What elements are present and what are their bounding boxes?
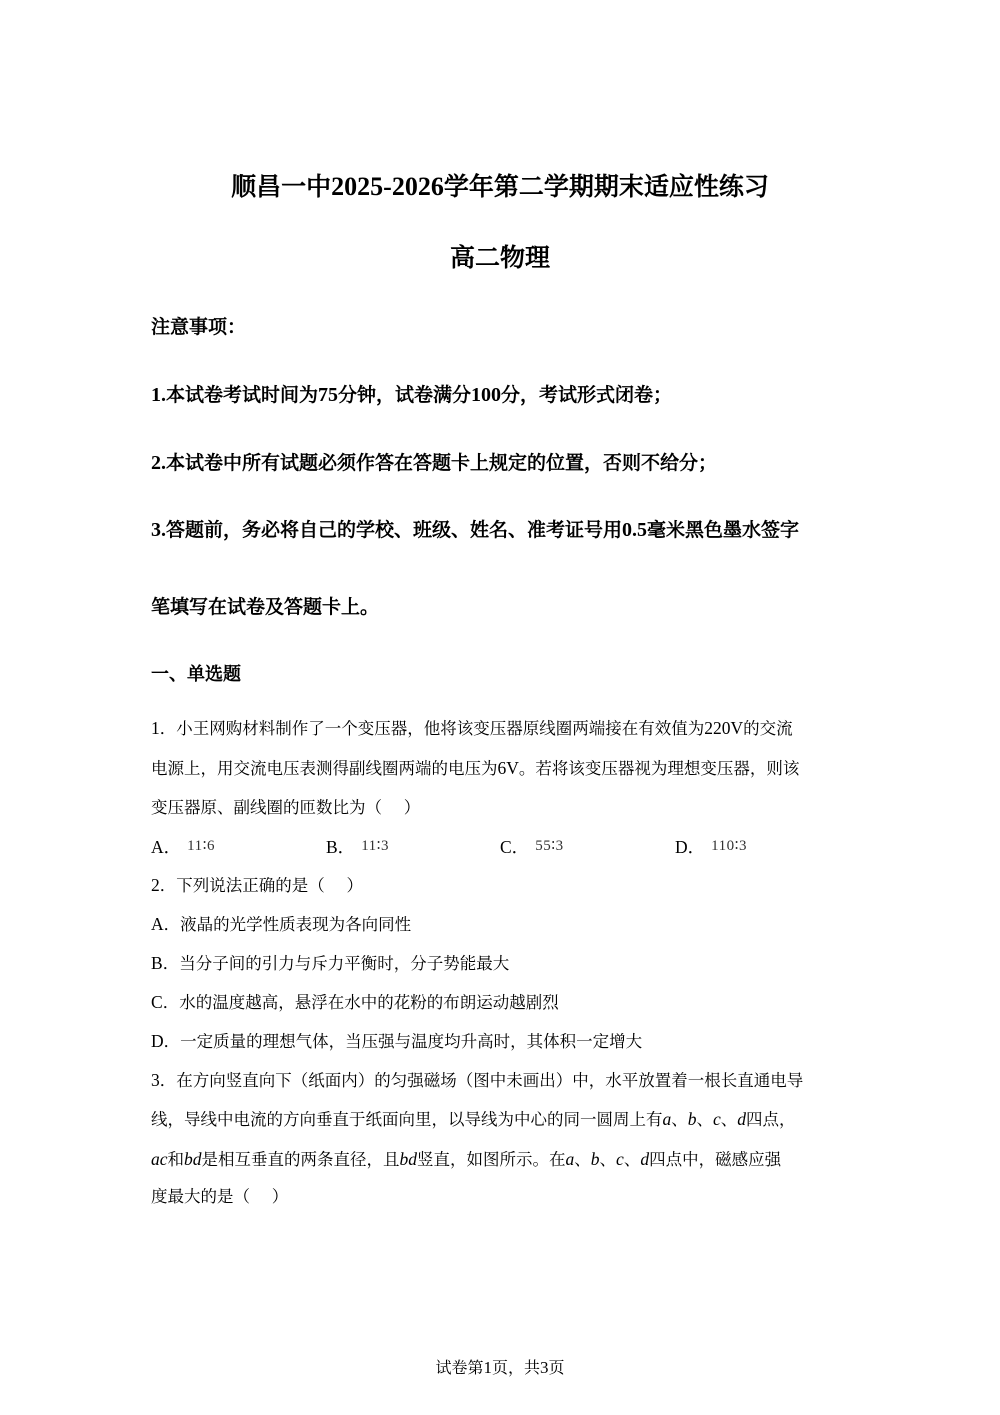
point-label: c bbox=[713, 1109, 721, 1129]
q1-line-1 bbox=[151, 717, 793, 740]
point-label: b bbox=[590, 1149, 600, 1169]
notice-text: 2. bbox=[151, 452, 166, 474]
question-text: 是相互垂直的两条直径，且 bbox=[201, 1150, 400, 1169]
question-text: ．小王网购材料制作了一个变压器，他将该变压器原线圈两端接在有效值为 bbox=[159, 719, 705, 738]
option-text: ．液晶的光学性质表现为各向同性 bbox=[163, 915, 412, 934]
question-text: 的交流 bbox=[743, 719, 793, 738]
point-label: d bbox=[640, 1149, 650, 1169]
title-years: 2025-2026 bbox=[331, 172, 444, 201]
point-label: c bbox=[616, 1149, 624, 1169]
question-number: 3 bbox=[151, 1070, 160, 1090]
notice-item-1 bbox=[151, 382, 672, 408]
diameter-label: bd bbox=[184, 1149, 202, 1169]
notice-text: 1. bbox=[151, 384, 166, 406]
notice-number: 75 bbox=[318, 384, 339, 406]
notice-item-2 bbox=[151, 450, 717, 476]
title-rest: 学年第二学期期末适应性练习 bbox=[443, 172, 769, 201]
question-text: 竖直，如图所示。在 bbox=[417, 1150, 566, 1169]
question-text: 电源上，用交流电压表测得副线圈两端的电压为 bbox=[151, 759, 498, 778]
option-label: B． bbox=[326, 837, 356, 857]
question-value: 6V bbox=[497, 758, 519, 778]
diameter-label: ac bbox=[151, 1149, 168, 1169]
notice-number: 0.5 bbox=[622, 519, 648, 541]
option-label: D． bbox=[675, 837, 706, 857]
q1-line-2 bbox=[151, 757, 799, 780]
footer-text: 试卷第 bbox=[435, 1358, 484, 1377]
exam-subtitle: 高二物理 bbox=[449, 243, 550, 272]
q3-line-4: 度最大的是（ ） bbox=[151, 1187, 289, 1206]
point-label: a bbox=[565, 1149, 575, 1169]
option-label: B bbox=[151, 953, 163, 973]
question-text: 。若将该变压器视为理想变压器，则该 bbox=[518, 759, 800, 778]
q1-option-b[interactable] bbox=[326, 836, 389, 860]
question-value: 220V bbox=[704, 718, 744, 738]
q2-option-d[interactable] bbox=[151, 1030, 642, 1053]
q1-option-d[interactable] bbox=[675, 836, 747, 860]
separator: 、 bbox=[696, 1110, 713, 1129]
point-label: b bbox=[687, 1109, 697, 1129]
q1-option-a[interactable] bbox=[151, 836, 215, 860]
point-label: d bbox=[737, 1109, 747, 1129]
notice-item-3-cont: 笔填写在试卷及答题卡上。 bbox=[151, 596, 380, 618]
option-label: C． bbox=[500, 837, 530, 857]
page-number: 1 bbox=[483, 1358, 492, 1377]
option-label: A． bbox=[151, 837, 182, 857]
question-text: 四点， bbox=[746, 1110, 796, 1129]
exam-title bbox=[0, 171, 1000, 203]
q2-option-c[interactable] bbox=[151, 991, 559, 1014]
separator: 、 bbox=[599, 1150, 617, 1169]
q2-stem bbox=[151, 874, 363, 897]
question-text: ．下列说法正确的是（ ） bbox=[159, 876, 363, 895]
question-text: ．在方向竖直向下（纸面内）的匀强磁场（图中未画出）中，水平放置着一根长直通电导 bbox=[159, 1071, 804, 1090]
question-text: 四点中，磁感应强 bbox=[649, 1150, 782, 1169]
option-value: 11∶3 bbox=[361, 838, 390, 854]
question-number: 1 bbox=[151, 718, 160, 738]
separator: 、 bbox=[720, 1110, 738, 1129]
notice-text: 毫米黑色墨水签字 bbox=[647, 519, 800, 541]
option-text: ．一定质量的理想气体，当压强与温度均升高时，其体积一定增大 bbox=[163, 1032, 643, 1051]
point-label: a bbox=[662, 1109, 672, 1129]
question-number: 2 bbox=[151, 875, 160, 895]
footer-text: 页，共 bbox=[491, 1358, 540, 1377]
question-text: 线，导线中电流的方向垂直于纸面向里，以导线为中心的同一圆周上有 bbox=[151, 1110, 663, 1129]
option-value: 55∶3 bbox=[535, 838, 564, 854]
notice-text: 答题前，务必将自己的学校、班级、姓名、准考证号用 bbox=[166, 519, 623, 541]
q3-line-3 bbox=[151, 1148, 781, 1171]
q3-line-1 bbox=[151, 1069, 803, 1092]
separator: 、 bbox=[574, 1150, 591, 1169]
separator: 、 bbox=[623, 1150, 641, 1169]
notice-text: 本试卷中所有试题必须作答在答题卡上规定的位置，否则不给分； bbox=[166, 452, 718, 474]
notice-text: 本试卷考试时间为 bbox=[166, 384, 319, 406]
notice-number: 100 bbox=[471, 384, 502, 406]
option-label: C bbox=[151, 992, 163, 1012]
notice-text: 分钟，试卷满分 bbox=[338, 384, 472, 406]
q2-option-a[interactable] bbox=[151, 913, 411, 936]
q1-line-3: 变压器原、副线圈的匝数比为（ ） bbox=[151, 798, 421, 817]
page-total: 3 bbox=[540, 1358, 549, 1377]
q3-line-2 bbox=[151, 1108, 796, 1131]
option-label: D bbox=[151, 1031, 164, 1051]
title-school: 顺昌一中 bbox=[231, 172, 332, 201]
option-text: ．水的温度越高，悬浮在水中的花粉的布朗运动越剧烈 bbox=[162, 993, 559, 1012]
option-value: 110∶3 bbox=[711, 838, 747, 854]
notice-heading: 注意事项： bbox=[151, 316, 247, 338]
notice-text: 分，考试形式闭卷； bbox=[501, 384, 673, 406]
footer-text: 页 bbox=[548, 1358, 565, 1377]
notice-item-3 bbox=[151, 517, 799, 543]
option-text: ．当分子间的引力与斥力平衡时，分子势能最大 bbox=[162, 954, 510, 973]
q1-option-c[interactable] bbox=[500, 836, 564, 860]
question-text: 和 bbox=[167, 1150, 185, 1169]
section-heading-single-choice: 一、单选题 bbox=[151, 664, 241, 685]
option-label: A bbox=[151, 914, 164, 934]
option-value: 11∶6 bbox=[187, 838, 215, 854]
q2-option-b[interactable] bbox=[151, 952, 509, 975]
notice-text: 3. bbox=[151, 519, 166, 541]
diameter-label: bd bbox=[399, 1149, 418, 1169]
page-footer bbox=[0, 1357, 1000, 1379]
separator: 、 bbox=[671, 1110, 688, 1129]
